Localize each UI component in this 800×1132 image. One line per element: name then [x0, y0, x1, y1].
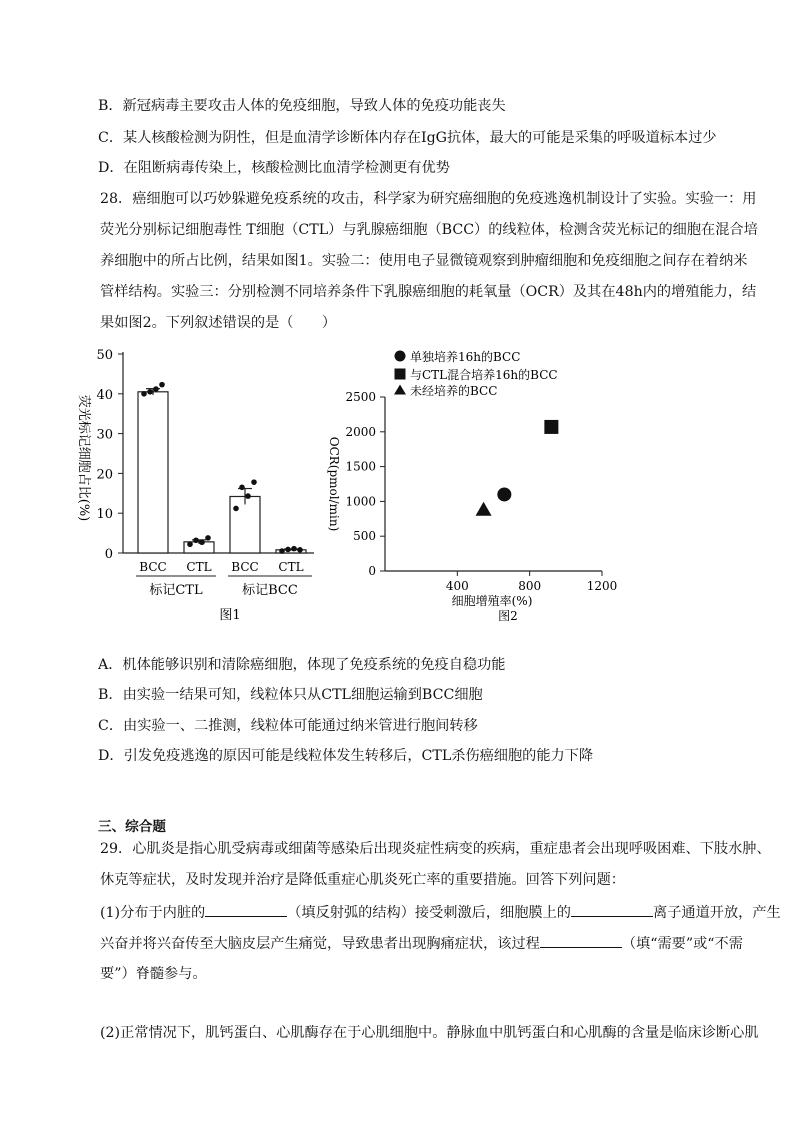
q28-option-a: A．机体能够识别和清除癌细胞，体现了免疫系统的免疫自稳功能: [98, 657, 506, 673]
q29-part1-line-1: [100, 902, 781, 923]
figures: [0, 340, 800, 630]
answer-blank-2[interactable]: [571, 902, 653, 917]
fig1-data-point: [187, 541, 193, 547]
fig1-data-point: [279, 548, 285, 554]
q28-stem-line-3: 养细胞中的所占比例，结果如图1。实验二：使用电子显微镜观察到肿瘤细胞和免疫细胞之间存在着纳米: [100, 253, 748, 269]
fig1-data-point: [141, 391, 147, 397]
figure-1-chart: [76, 348, 314, 623]
fig1-data-point: [245, 493, 251, 499]
fig1-y-tick-label: 20: [96, 467, 113, 483]
legend-item-2: 与CTL混合培养16h的BCC: [410, 368, 558, 382]
fig1-y-tick-label: 30: [96, 427, 113, 443]
figure-2-chart: [327, 349, 617, 623]
fig1-y-tick-label: 0: [104, 547, 113, 562]
q28-stem-line-5: 果如图2。下列叙述错误的是（ ）: [100, 315, 337, 331]
section-heading: 三、综合题: [98, 819, 166, 835]
fig2-point-square: [544, 420, 558, 434]
q29-1-text-a: (1)分布于内脏的: [100, 905, 206, 921]
fig2-legend: [394, 349, 558, 398]
q28-option-d: D．引发免疫逃逸的原因可能是线粒体发生转移后，CTL杀伤癌细胞的能力下降: [98, 748, 594, 764]
fig2-title: 图2: [498, 609, 518, 623]
q27-option-d: D．在阻断病毒传染上，核酸检测比血清学检测更有优势: [98, 160, 450, 176]
fig1-data-point: [291, 546, 297, 552]
fig2-y-tick-label: 0: [368, 564, 376, 578]
fig1-x-tick-label: BCC: [231, 560, 259, 574]
fig1-x-tick-label: BCC: [139, 560, 167, 574]
fig2-y-tick-label: 2500: [345, 390, 376, 404]
q29-1-text-e: （填“需要”或“不需: [621, 936, 743, 952]
fig2-point-circle: [497, 487, 511, 501]
q29-1-text-c: 离子通道开放，产生: [653, 905, 781, 921]
fig1-group-label-1: 标记CTL: [149, 583, 203, 598]
fig2-y-tick-label: 2000: [345, 424, 376, 439]
fig1-data-point: [285, 547, 291, 553]
legend-triangle-icon: [394, 385, 406, 395]
fig1-y-tick-label: 50: [96, 348, 113, 363]
fig1-data-point: [205, 535, 211, 541]
q28-stem-line-4: 管样结构。实验三：分别检测不同培养条件下乳腺癌细胞的耗氧量（OCR）及其在48h内的增殖能力，结: [100, 284, 757, 300]
fig1-x-tick-label: CTL: [186, 560, 212, 574]
fig2-x-label: 细胞增殖率(%): [451, 594, 533, 608]
fig1-y-tick-label: 10: [96, 507, 113, 523]
fig1-y-label: 荧光标记细胞占比(%): [76, 394, 91, 522]
fig1-data-point: [199, 539, 205, 545]
q28-stem-line-2: 荧光分别标记细胞毒性 T细胞（CTL）与乳腺癌细胞（BCC）的线粒体，检测含荧光标记的细胞在混合培: [100, 222, 758, 238]
fig1-group-label-2: 标记BCC: [242, 583, 298, 598]
fig1-y-tick-label: 40: [96, 387, 113, 403]
fig1-x-tick-label: CTL: [278, 560, 304, 574]
q28-option-b: B．由实验一结果可知，线粒体只从CTL细胞运输到BCC细胞: [98, 687, 483, 703]
legend-item-1: 单独培养16h的BCC: [410, 350, 521, 364]
legend-square-icon: [395, 369, 406, 380]
q29-1-text-b: （填反射弧的结构）接受刺激后，细胞膜上的: [287, 905, 571, 921]
q29-part1-line-2: [100, 933, 743, 954]
fig1-data-point: [239, 485, 245, 491]
legend-item-3: 未经培养的BCC: [410, 384, 498, 398]
q27-option-b: B．新冠病毒主要攻击人体的免疫细胞，导致人体的免疫功能丧失: [98, 98, 506, 114]
q29-stem-line-2: 休克等症状，及时发现并治疗是降低重症心肌炎死亡率的重要措施。回答下列问题：: [100, 872, 625, 888]
answer-blank-1[interactable]: [205, 902, 287, 917]
fig1-title: 图1: [219, 608, 241, 623]
fig1-bar: [138, 392, 168, 553]
fig1-data-point: [159, 382, 165, 388]
fig1-data-point: [251, 479, 257, 485]
fig1-data-point: [193, 537, 199, 543]
fig2-x-tick-label: 400: [445, 579, 469, 593]
answer-blank-3[interactable]: [540, 933, 622, 948]
fig2-y-tick-label: 1000: [345, 494, 376, 509]
q29-1-text-d: 兴奋并将兴奋传至大脑皮层产生痛觉，导致患者出现胸痛症状，该过程: [100, 936, 540, 952]
fig2-y-tick-label: 500: [353, 529, 376, 544]
fig1-data-point: [233, 506, 239, 512]
q29-part2-line-1: (2)正常情况下，肌钙蛋白、心肌酶存在于心肌细胞中。静脉血中肌钙蛋白和心肌酶的含量是临床诊断心肌: [100, 1025, 759, 1041]
fig2-point-triangle: [476, 502, 492, 516]
fig2-y-label: OCR(pmol/min): [327, 436, 341, 532]
legend-circle-icon: [395, 351, 406, 362]
fig2-y-tick-label: 1500: [345, 459, 376, 474]
fig1-data-point: [147, 389, 153, 395]
q29-stem-line-1: 29．心肌炎是指心肌受病毒或细菌等感染后出现炎症性病变的疾病，重症患者会出现呼吸困难、下肢水肿、: [100, 841, 771, 857]
q29-part1-line-3: 要”）脊髓参与。: [100, 966, 207, 982]
q28-stem-line-1: 28．癌细胞可以巧妙躲避免疫系统的攻击，科学家为研究癌细胞的免疫逃逸机制设计了实验。实验一：用: [100, 191, 757, 207]
fig1-data-point: [297, 547, 303, 553]
q28-option-c: C．由实验一、二推测，线粒体可能通过纳米管进行胞间转移: [98, 718, 478, 734]
q27-option-c: C．某人核酸检测为阴性，但是血清学诊断体内存在IgG抗体，最大的可能是采集的呼吸道标本过少: [98, 130, 717, 146]
fig2-x-tick-label: 1200: [586, 579, 618, 593]
fig1-bar: [230, 496, 260, 553]
fig2-x-tick-label: 800: [518, 579, 542, 593]
fig1-data-point: [153, 386, 159, 392]
